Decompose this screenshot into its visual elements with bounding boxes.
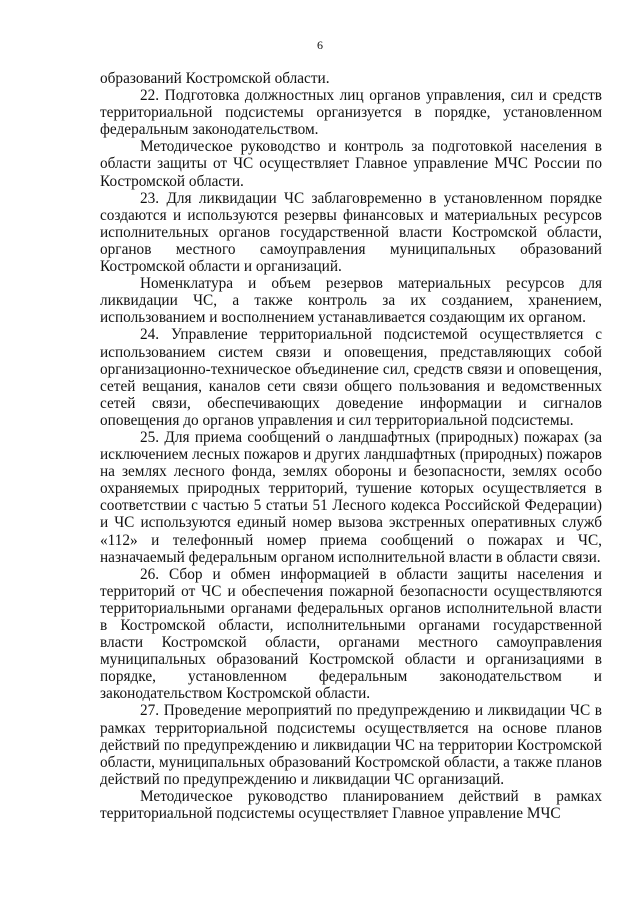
paragraph-22-methodical: Методическое руководство и контроль за подготовкой населения в области защиты от ЧС осуществляет Главное управление МЧС России по Костромской области. <box>100 138 602 190</box>
paragraph-27: 27. Проведение мероприятий по предупреждению и ликвидации ЧС в рамках территориальной подсистемы осуществляется на основе планов действий по предупреждению и ликвидации ЧС на территории Костромской области, муниципальных образований Костромской области, а также планов действий по предупреждению и ликвидации ЧС организаций. <box>100 702 602 788</box>
document-body <box>100 70 602 822</box>
paragraph-26: 26. Сбор и обмен информацией в области защиты населения и территорий от ЧС и обеспечения пожарной безопасности осуществляются территориальными органами федеральных органов исполнительной власти в Костромской области, исполнительными органами государственной власти Костромской области, органами местного самоуправления муниципальных образований Костромской области и организациями в порядке, установленном федеральным законодательством и законодательством Костромской области. <box>100 565 602 703</box>
paragraph-24: 24. Управление территориальной подсистемой осуществляется с использованием систем связи и оповещения, представляющих собой организационно-техническое объединение сил, средств связи и оповещения, сетей вещания, каналов сети связи общего пользования и ведомственных сетей связи, обеспечивающих доведение информации и сигналов оповещения до органов управления и сил территориальной подсистемы. <box>100 326 602 429</box>
paragraph-25: 25. Для приема сообщений о ландшафтных (природных) пожарах (за исключением лесных пожаров и других ландшафтных (природных) пожаров на землях лесного фонда, землях обороны и безопасности, землях особо охраняемых природных территорий, тушение которых осуществляется в соответствии с частью 5 статьи 51 Лесного кодекса Российской Федерации) и ЧС используются единый номер вызова экстренных оперативных служб «112» и телефонный номер приема сообщений о пожарах и ЧС, назначаемый федеральным органом исполнительной власти в области связи. <box>100 428 602 566</box>
paragraph-continuation: образований Костромской области. <box>100 70 330 87</box>
paragraph-22: 22. Подготовка должностных лиц органов управления, сил и средств территориальной подсистемы организуется в порядке, установленном федеральным законодательством. <box>100 87 602 139</box>
paragraph-27-methodical: Методическое руководство планированием действий в рамках территориальной подсистемы осуществляет Главное управление МЧС <box>100 787 602 823</box>
paragraph-23: 23. Для ликвидации ЧС заблаговременно в установленном порядке создаются и используются резервы финансовых и материальных ресурсов исполнительных органов государственной власти Костромской области, органов местного самоуправления муниципальных образований Костромской области и организаций. <box>100 189 602 276</box>
paragraph-23-nomenclature: Номенклатура и объем резервов материальных ресурсов для ликвидации ЧС, а также контроль за их созданием, хранением, использованием и восполнением устанавливается создающим их органом. <box>100 275 602 327</box>
page-number: 6 <box>317 38 323 52</box>
